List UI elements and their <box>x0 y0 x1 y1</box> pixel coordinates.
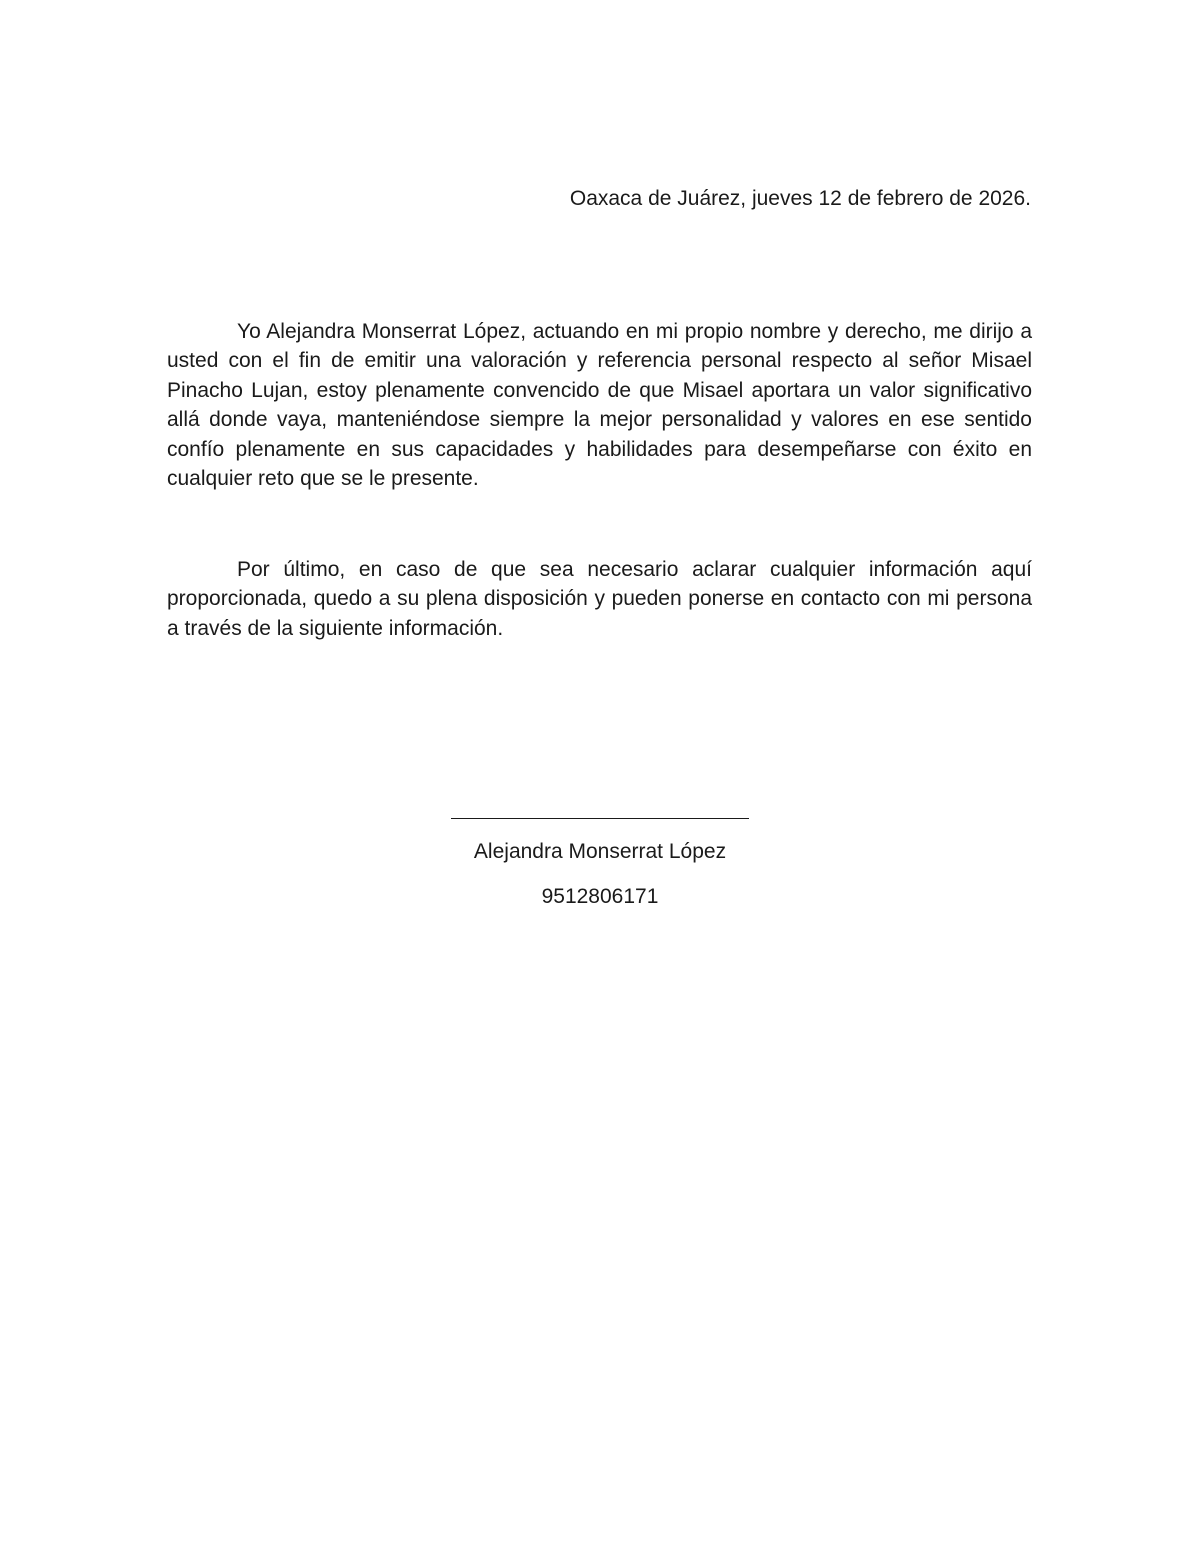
signature-line <box>451 800 749 819</box>
signature-block <box>300 800 900 911</box>
signer-name: Alejandra Monserrat López <box>473 840 727 863</box>
signer-phone: 9512806171 <box>541 885 659 908</box>
letter-paragraph-reference: Yo Alejandra Monserrat López, actuando en mi propio nombre y derecho, me dirijo a usted con el fin de emitir una valoración y referencia personal respecto al señor Misael Pinacho Lujan, estoy plenamente convencido de que Misael aportara un valor significativo allá donde vaya, manteniéndose siempre la mejor personalidad y valores en ese sentido confío plenamente en sus capacidades y habilidades para desempeñarse con éxito en cualquier reto que se le presente. <box>167 320 1032 491</box>
letter-paragraph-closing: Por último, en caso de que sea necesario aclarar cualquier información aquí proporcionada, quedo a su plena disposición y pueden ponerse en contacto con mi persona a través de la siguiente información. <box>167 558 1032 640</box>
letter-date-line: Oaxaca de Juárez, jueves 12 de febrero de 2026. <box>569 187 1031 210</box>
